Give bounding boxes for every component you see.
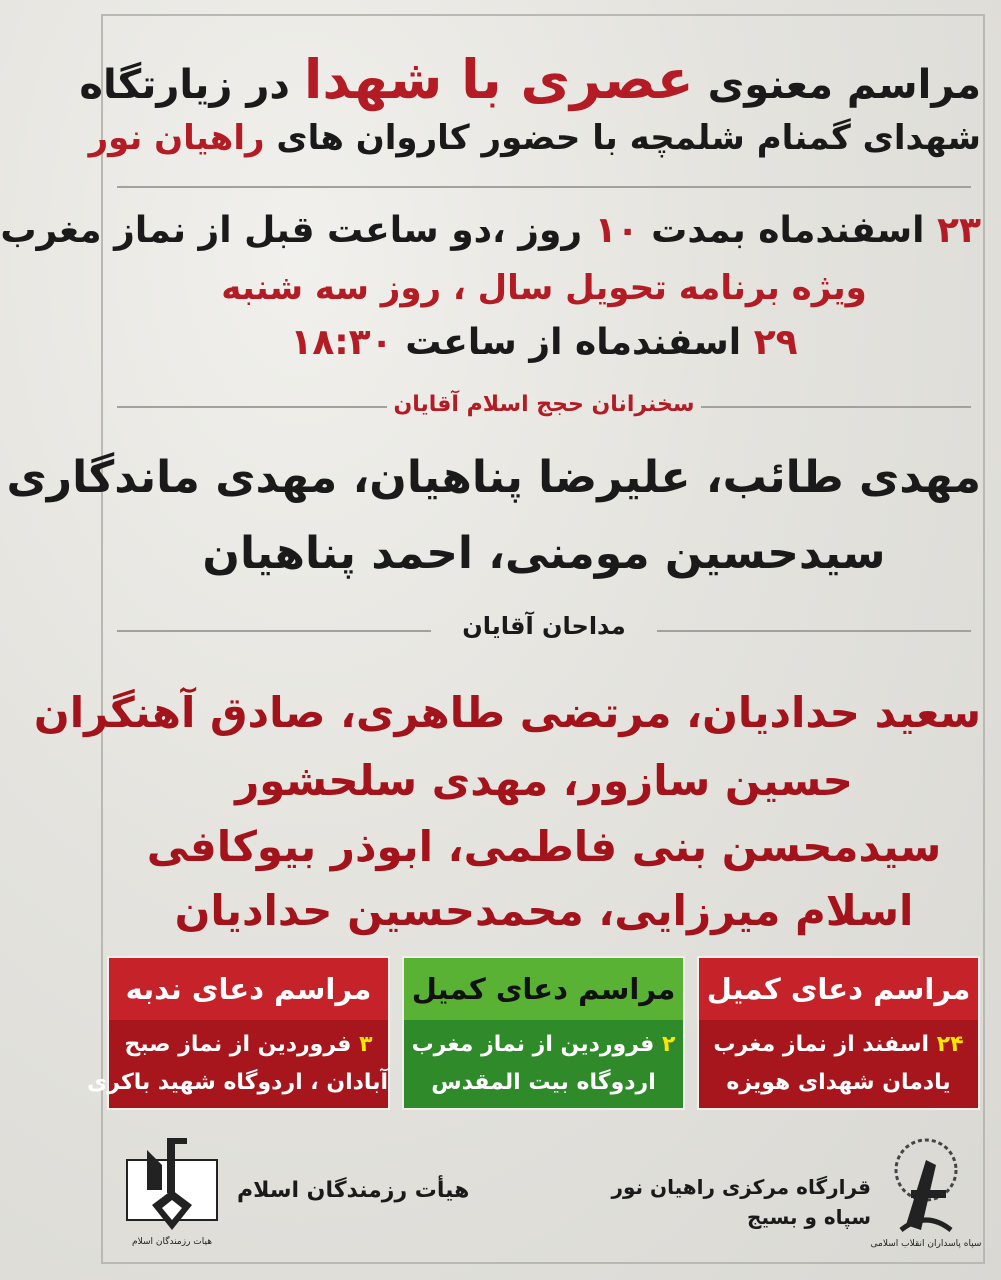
divider xyxy=(117,186,971,188)
start-day-number: ۲۳ xyxy=(937,210,981,251)
schedule-text: اسفندماه از ساعت xyxy=(405,322,742,363)
schedule-text: اسفندماه بمدت xyxy=(651,210,925,251)
event-location: یادمان شهدای هویزه xyxy=(726,1070,951,1095)
event-day-number: ۲ xyxy=(661,1032,676,1057)
schedule-line-3 xyxy=(107,322,981,363)
duration-number: ۱۰ xyxy=(594,210,639,251)
event-details xyxy=(87,1020,388,1108)
razmandegan-logo-icon xyxy=(117,1130,227,1248)
event-title: مراسم دعای کمیل xyxy=(699,958,978,1020)
event-detail-line: فروردین از نماز صبح xyxy=(124,1032,352,1057)
event-location: آبادان ، اردوگاه شهید باکری xyxy=(87,1070,388,1095)
header-text-end: در زیارتگاه xyxy=(79,62,290,108)
schedule-line-2: ویژه برنامه تحویل سال ، روز سه شنبه xyxy=(221,268,867,308)
header-line2-text: شهدای گمنام شلمچه با حضور کاروان های xyxy=(276,118,981,158)
footer xyxy=(107,1130,981,1250)
start-time: ۱۸:۳۰ xyxy=(290,322,393,363)
header-line-1 xyxy=(79,48,981,111)
event-day-number: ۲۴ xyxy=(936,1032,964,1057)
eulogists-line-3: سیدمحسن بنی فاطمی، ابوذر بیوکافی xyxy=(146,822,942,871)
event-details xyxy=(699,1020,978,1108)
divider xyxy=(657,630,971,632)
right-org-block xyxy=(611,1172,871,1232)
event-details xyxy=(404,1020,683,1108)
right-logo-caption: سپاه پاسداران انقلاب اسلامی xyxy=(870,1239,982,1249)
eulogists-line-1: سعید حدادیان، مرتضی طاهری، صادق آهنگران xyxy=(33,688,981,737)
eulogists-line-2: حسین سازور، مهدی سلحشور xyxy=(235,756,853,805)
event-detail-line: فروردین از نماز مغرب xyxy=(411,1032,655,1057)
right-org-name: قرارگاه مرکزی راهیان نور xyxy=(611,1175,871,1199)
event-title: مراسم دعای ندبه xyxy=(109,958,388,1020)
event-detail-line: اسفند از نماز مغرب xyxy=(713,1032,930,1057)
event-box-kumail-2 xyxy=(402,956,685,1110)
speakers-title: سخنرانان حجج اسلام آقایان xyxy=(393,392,695,417)
event-title: مراسم دعای کمیل xyxy=(404,958,683,1020)
header-highlight: عصری با شهدا xyxy=(303,48,694,111)
sepah-emblem-icon xyxy=(870,1130,982,1250)
special-day-number: ۲۹ xyxy=(753,322,798,363)
left-org-name: هیأت رزمندگان اسلام xyxy=(237,1178,470,1203)
header-text-start: مراسم معنوی xyxy=(707,62,981,108)
event-location: اردوگاه بیت المقدس xyxy=(431,1070,656,1095)
event-box-kumail-1 xyxy=(697,956,980,1110)
eulogists-line-4: اسلام میرزایی، محمدحسین حدادیان xyxy=(174,886,914,935)
eulogists-title: مداحان آقایان xyxy=(462,612,626,640)
left-logo-caption: هیات رزمندگان اسلام xyxy=(132,1237,212,1247)
speakers-line-2: سیدحسین مومنی، احمد پناهیان xyxy=(202,528,886,579)
speakers-line-1: مهدی طائب، علیرضا پناهیان، مهدی ماندگاری xyxy=(6,452,981,503)
header-line2-highlight: راهیان نور xyxy=(88,118,265,158)
schedule-line-1 xyxy=(0,210,981,251)
right-org-subname: سپاه و بسیج xyxy=(747,1205,871,1229)
event-box-nudba xyxy=(87,956,390,1110)
schedule-text: روز ،دو ساعت قبل از نماز مغرب xyxy=(0,210,583,251)
event-day-number: ۳ xyxy=(359,1032,373,1057)
divider xyxy=(701,406,971,408)
header-line-2 xyxy=(88,118,981,158)
